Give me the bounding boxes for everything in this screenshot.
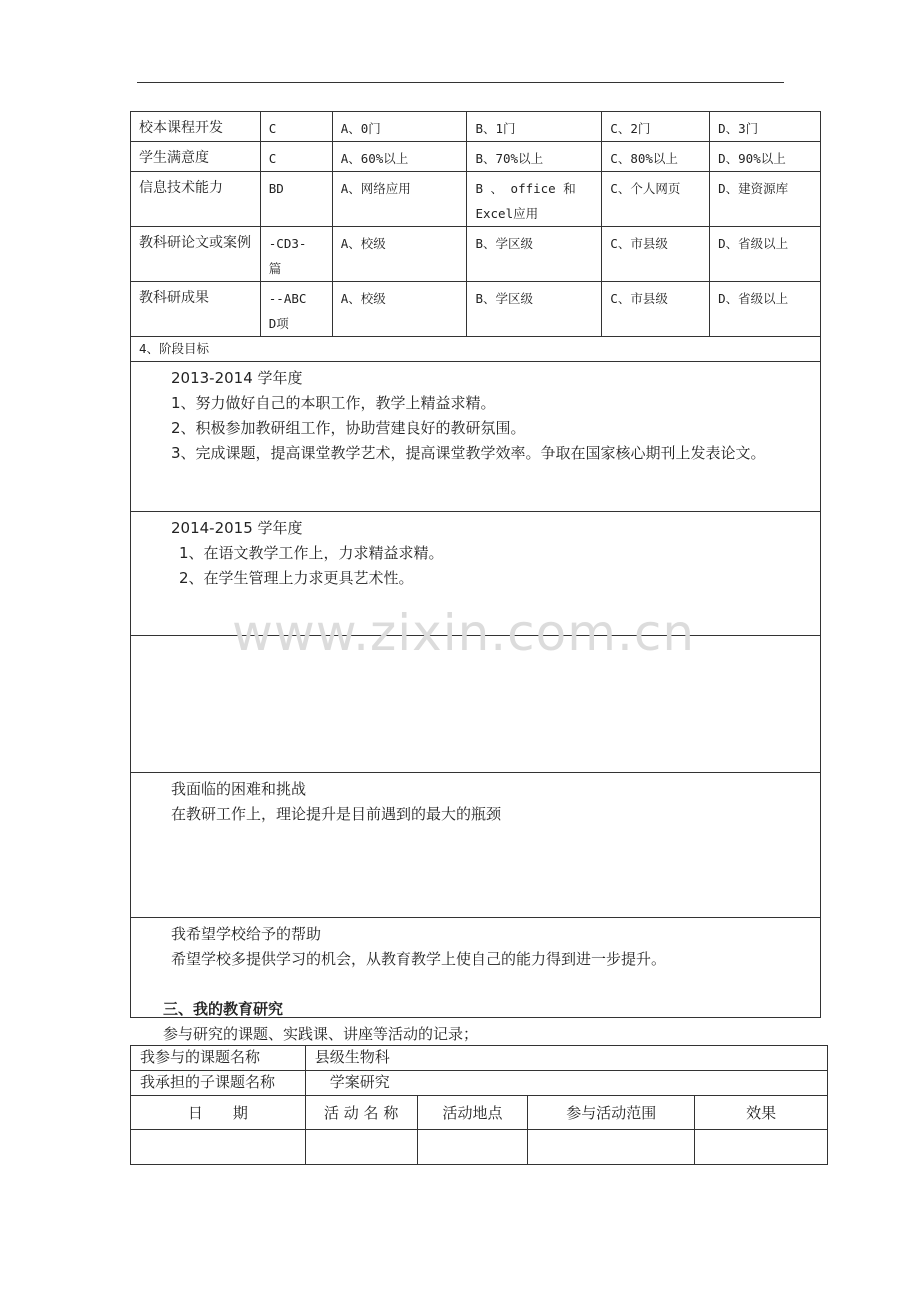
option-b: B、1门: [467, 112, 602, 142]
watermark: www.zixin.com.cn: [232, 604, 696, 662]
table-row: [131, 1130, 828, 1165]
row-level: C: [260, 142, 332, 172]
help-title: 我希望学校给予的帮助: [171, 925, 322, 943]
option-a: A、60%以上: [332, 142, 467, 172]
goal-item: 2、积极参加教研组工作，协助营建良好的教研氛围。: [171, 419, 526, 437]
row-level-line1: -CD3-: [268, 236, 307, 251]
row-label: 教科研成果: [131, 282, 261, 337]
year-title: 2013-2014 学年度: [171, 369, 303, 387]
option-d: D、省级以上: [710, 227, 821, 282]
subtopic-label: 我承担的子课题名称: [131, 1071, 306, 1096]
option-b-line2: Excel应用: [475, 206, 539, 221]
option-a: A、0门: [332, 112, 467, 142]
table-cell: [417, 1130, 528, 1165]
row-level: [260, 282, 332, 337]
help-text: 希望学校多提供学习的机会，从教育教学上使自己的能力得到进一步提升。: [171, 950, 667, 968]
section-intro: 参与研究的课题、实践课、讲座等活动的记录；: [163, 1025, 479, 1043]
table-cell: [695, 1130, 828, 1165]
subtopic-value: 学案研究: [305, 1071, 827, 1096]
option-b: B、学区级: [467, 227, 602, 282]
table-cell: [131, 1130, 306, 1165]
goals-table: [130, 111, 821, 1018]
difficulties-row: [131, 773, 821, 918]
section-heading: 三、我的教育研究: [163, 1000, 284, 1018]
option-a: A、校级: [332, 227, 467, 282]
topic-label: 我参与的课题名称: [131, 1046, 306, 1071]
option-c: C、个人网页: [602, 172, 710, 227]
goal-item: 1、在语文教学工作上，力求精益求精。: [179, 544, 444, 562]
table-row: [131, 142, 821, 172]
option-c: C、2门: [602, 112, 710, 142]
option-c: C、80%以上: [602, 142, 710, 172]
table-row: [131, 172, 821, 227]
header-rule: [137, 82, 784, 83]
option-c: C、市县级: [602, 227, 710, 282]
option-d: D、建资源库: [710, 172, 821, 227]
table-header-row: [131, 1096, 828, 1130]
research-table: [130, 1045, 828, 1165]
goal-item: 2、在学生管理上力求更具艺术性。: [179, 569, 414, 587]
option-b-line1: B 、 office 和: [475, 181, 576, 196]
difficulties-text: 在教研工作上，理论提升是目前遇到的最大的瓶颈: [171, 805, 502, 823]
year-goals-2013: [131, 362, 821, 512]
year-title: 2014-2015 学年度: [171, 519, 303, 537]
table-cell: [305, 1130, 417, 1165]
option-c: C、市县级: [602, 282, 710, 337]
option-b: B、70%以上: [467, 142, 602, 172]
row-label: 学生满意度: [131, 142, 261, 172]
col-header-scope: 参与活动范围: [528, 1096, 695, 1130]
table-row: [131, 337, 821, 362]
option-a: A、网络应用: [332, 172, 467, 227]
option-d: D、90%以上: [710, 142, 821, 172]
col-header-location: 活动地点: [417, 1096, 528, 1130]
goal-item: 3、完成课题，提高课堂教学艺术，提高课堂教学效率。争取在国家核心期刊上发表论文。: [171, 444, 766, 462]
row-level: [260, 227, 332, 282]
row-level-line1: --ABC: [268, 291, 307, 306]
option-b: [467, 172, 602, 227]
row-label: 教科研论文或案例: [131, 227, 261, 282]
col-header-effect: 效果: [695, 1096, 828, 1130]
stage-goals-title: 4、阶段目标: [131, 337, 821, 362]
row-level-line2: 篇: [268, 261, 282, 276]
row-level-line2: D项: [268, 316, 289, 331]
table-row: [131, 282, 821, 337]
table-row: [131, 227, 821, 282]
year-goals-2014: [131, 512, 821, 636]
option-b: B、学区级: [467, 282, 602, 337]
table-cell: [528, 1130, 695, 1165]
col-header-activity: 活 动 名 称: [305, 1096, 417, 1130]
option-d: D、3门: [710, 112, 821, 142]
col-header-date: 日 期: [131, 1096, 306, 1130]
topic-value: 县级生物科: [305, 1046, 827, 1071]
table-row: [131, 112, 821, 142]
row-level: BD: [260, 172, 332, 227]
option-a: A、校级: [332, 282, 467, 337]
option-d: D、省级以上: [710, 282, 821, 337]
row-level: C: [260, 112, 332, 142]
row-label: 校本课程开发: [131, 112, 261, 142]
table-row: [131, 1071, 828, 1096]
empty-goals-row: [131, 636, 821, 773]
difficulties-title: 我面临的困难和挑战: [171, 780, 307, 798]
table-row: [131, 1046, 828, 1071]
goal-item: 1、努力做好自己的本职工作，教学上精益求精。: [171, 394, 496, 412]
row-label: 信息技术能力: [131, 172, 261, 227]
